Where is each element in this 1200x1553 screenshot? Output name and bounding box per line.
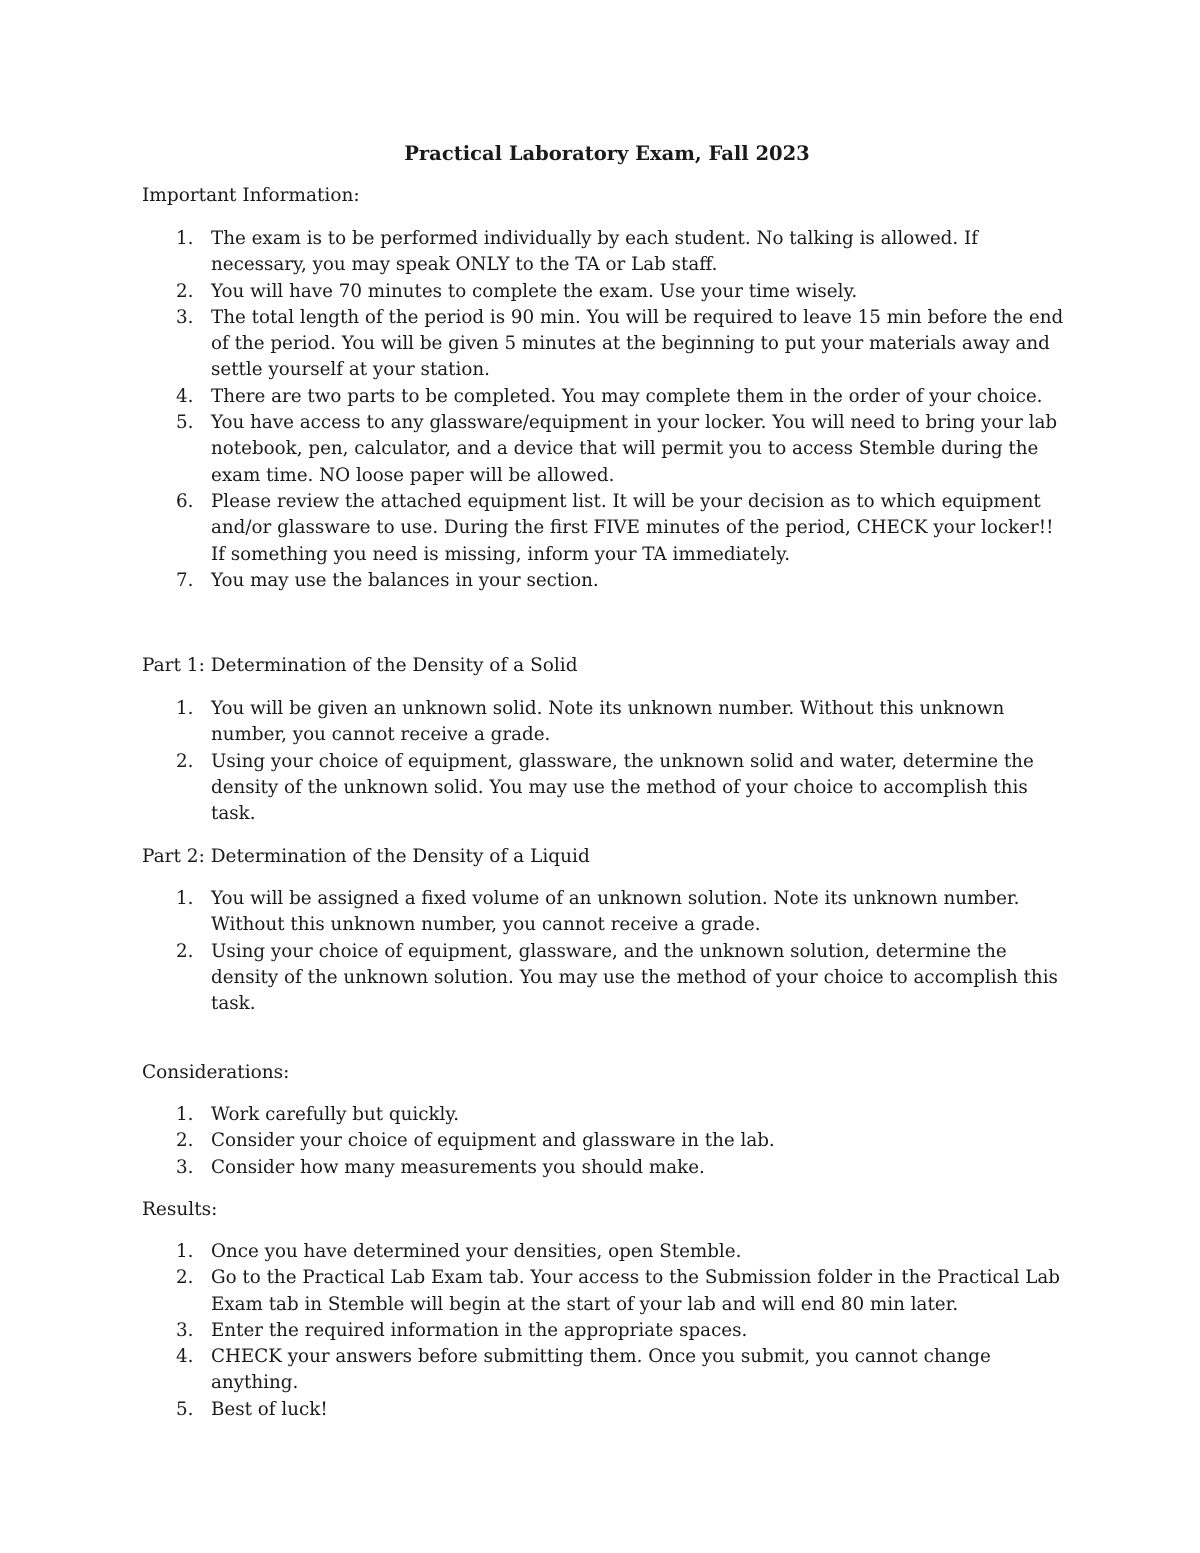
list-item-text: You will be assigned a fixed volume of an unknown solution. Note its unknown number. Without this unknown number, you cannot receive a grade. xyxy=(211,888,1020,936)
list-item-text: You have access to any glassware/equipment in your locker. You will need to bring your lab notebook, pen, calculator, and a device that will permit you to access Stemble during the exam time. NO loose paper will be allowed. xyxy=(211,412,1058,486)
list-item: 2. Using your choice of equipment, glassware, and the unknown solution, determine the density of the unknown solution. You may use the method of your choice to accomplish this task. xyxy=(176,940,1058,1015)
list-item: 3. Enter the required information in the appropriate spaces. xyxy=(176,1319,748,1341)
considerations-heading: Considerations: xyxy=(142,1062,290,1083)
list-item: 1. Once you have determined your densities, open Stemble. xyxy=(176,1241,742,1262)
list-item: 3. Consider how many measurements you should make. xyxy=(176,1156,705,1178)
list-item-text: Once you have determined your densities, open Stemble. xyxy=(211,1241,742,1262)
part2-list xyxy=(142,886,1072,1017)
list-item-text: Enter the required information in the appropriate spaces. xyxy=(211,1319,748,1341)
important-info-list xyxy=(142,226,1072,594)
list-item: 1. Work carefully but quickly. xyxy=(176,1104,460,1125)
list-item-text: Best of luck! xyxy=(211,1398,328,1420)
list-item-text: Go to the Practical Lab Exam tab. Your access to the Submission folder in the Practical Lab Exam tab in Stemble will begin at the start of your lab and will end 80 min later. xyxy=(211,1267,1060,1315)
important-info-heading: Important Information: xyxy=(142,185,360,206)
list-item: 2. Go to the Practical Lab Exam tab. Your access to the Submission folder in the Practical Lab Exam tab in Stemble will begin at the start of your lab and will end 80 min later. xyxy=(176,1267,1060,1315)
list-item: 2. You will have 70 minutes to complete the exam. Use your time wisely. xyxy=(176,280,858,302)
list-item-text: Consider your choice of equipment and glassware in the lab. xyxy=(211,1130,775,1152)
part2-heading: Part 2: Determination of the Density of a Liquid xyxy=(142,846,590,867)
results-list xyxy=(142,1239,1072,1423)
list-item-text: Using your choice of equipment, glassware, the unknown solid and water, determine the density of the unknown solid. You may use the method of your choice to accomplish this task. xyxy=(211,750,1034,825)
list-item-text: You will be given an unknown solid. Note its unknown number. Without this unknown number, you cannot receive a grade. xyxy=(211,698,1005,746)
list-item: 5. You have access to any glassware/equipment in your locker. You will need to bring your lab notebook, pen, calculator, and a device that will permit you to access Stemble during the exam time. NO loose paper will be allowed. xyxy=(176,412,1058,486)
list-item-text: The total length of the period is 90 min. You will be required to leave 15 min before the end of the period. You will be given 5 minutes at the beginning to put your materials away and settle yourself at your station. xyxy=(211,306,1064,381)
document-title: Practical Laboratory Exam, Fall 2023 xyxy=(404,142,810,165)
list-item: 1. The exam is to be performed individually by each student. No talking is allowed. If necessary, you may speak ONLY to the TA or Lab staff. xyxy=(176,228,978,276)
list-item-text: Please review the attached equipment list. It will be your decision as to which equipment and/or glassware to use. During the first FIVE minutes of the period, CHECK your locker!! If something you need is missing, inform your TA immediately. xyxy=(211,490,1054,565)
list-item-text: Using your choice of equipment, glassware, and the unknown solution, determine the density of the unknown solution. You may use the method of your choice to accomplish this task. xyxy=(211,940,1058,1015)
results-heading: Results: xyxy=(142,1199,218,1220)
list-item: 1. You will be given an unknown solid. Note its unknown number. Without this unknown number, you cannot receive a grade. xyxy=(176,698,1005,746)
list-item-text: CHECK your answers before submitting them. Once you submit, you cannot change anything. xyxy=(211,1346,991,1394)
list-item: 5. Best of luck! xyxy=(176,1398,328,1420)
list-item-text: There are two parts to be completed. You may complete them in the order of your choice. xyxy=(211,385,1043,407)
list-item-text: You may use the balances in your section. xyxy=(211,569,599,591)
list-item: 4. CHECK your answers before submitting them. Once you submit, you cannot change anything. xyxy=(176,1346,991,1394)
list-item: 7. You may use the balances in your section. xyxy=(176,569,599,591)
list-item: 3. The total length of the period is 90 min. You will be required to leave 15 min before the end of the period. You will be given 5 minutes at the beginning to put your materials away and settle yourself at your station. xyxy=(176,306,1064,381)
list-item: 1. You will be assigned a fixed volume of an unknown solution. Note its unknown number. Without this unknown number, you cannot receive a grade. xyxy=(176,888,1020,936)
list-item-text: Consider how many measurements you should make. xyxy=(211,1156,705,1178)
part1-list xyxy=(142,696,1072,827)
list-item-text: The exam is to be performed individually by each student. No talking is allowed. If necessary, you may speak ONLY to the TA or Lab staff. xyxy=(211,228,978,276)
list-item-text: Work carefully but quickly. xyxy=(211,1104,460,1125)
list-item: 4. There are two parts to be completed. You may complete them in the order of your choice. xyxy=(176,385,1043,407)
part1-heading: Part 1: Determination of the Density of a Solid xyxy=(142,655,578,676)
list-item-text: You will have 70 minutes to complete the exam. Use your time wisely. xyxy=(211,280,858,302)
list-item: 2. Using your choice of equipment, glassware, the unknown solid and water, determine the density of the unknown solid. You may use the method of your choice to accomplish this task. xyxy=(176,750,1034,825)
considerations-list xyxy=(142,1102,1072,1181)
list-item: 6. Please review the attached equipment list. It will be your decision as to which equipment and/or glassware to use. During the first FIVE minutes of the period, CHECK your locker!! If something you need is missing, inform your TA immediately. xyxy=(176,490,1054,565)
list-item: 2. Consider your choice of equipment and glassware in the lab. xyxy=(176,1130,775,1152)
